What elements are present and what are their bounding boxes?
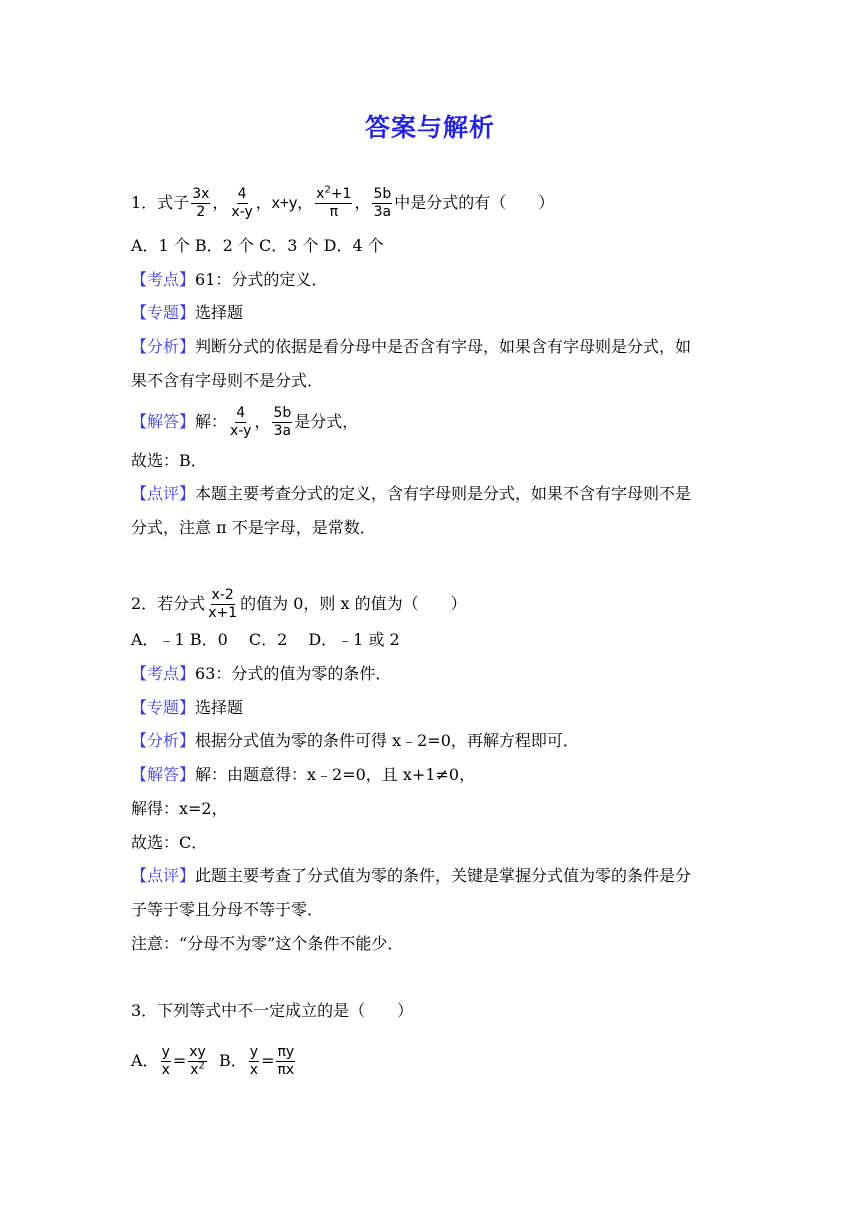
option-b-label: B．	[219, 1051, 247, 1070]
q1-jieda	[131, 405, 358, 440]
base: x	[190, 1062, 199, 1078]
zhuanti-tag: 【专题】	[131, 303, 196, 322]
q1-options: A．1 个 B．2 个 C．3 个 D．4 个	[131, 236, 384, 255]
q2-options: A．﹣1 B．0 C．2 D．﹣1 或 2	[131, 630, 400, 649]
fenxi-text: 根据分式值为零的条件可得 x﹣2=0，再解方程即可．	[195, 731, 579, 750]
q1-stem	[131, 186, 554, 221]
base: x	[316, 186, 325, 202]
zhuanti-tag: 【专题】	[131, 698, 196, 717]
equals-sign: =	[261, 1051, 275, 1070]
q1-dianping	[131, 484, 691, 504]
denominator: 3a	[273, 423, 292, 439]
denominator: 2	[196, 204, 206, 220]
q2-kaodian	[131, 664, 391, 684]
dianping-tag: 【点评】	[131, 866, 196, 885]
kaodian-text: 63：分式的值为零的条件．	[195, 664, 392, 683]
exponent: 2	[324, 184, 331, 196]
kaodian-tag: 【考点】	[131, 270, 196, 289]
equals-sign: =	[172, 1051, 187, 1070]
page-title: 答案与解析	[364, 113, 495, 142]
denominator	[189, 1062, 206, 1079]
comma: ，	[354, 193, 371, 212]
jieda-text: 解：由题意得：x﹣2=0，且 x+1≠0，	[195, 765, 476, 784]
comma: ，	[254, 412, 271, 431]
denominator: π	[329, 204, 339, 220]
q1-kaodian	[131, 270, 327, 290]
numerator: xy	[189, 1044, 206, 1060]
option-a-left-fraction	[161, 1044, 171, 1079]
denominator: x	[249, 1062, 259, 1078]
q1-zhuanti	[131, 303, 243, 323]
rest: +1	[330, 186, 352, 202]
q2-stem-suffix: 的值为 0，则 x 的值为（ ）	[240, 594, 467, 613]
q1-stem-mid: ，x+y，	[255, 195, 314, 212]
denominator: x	[161, 1062, 170, 1078]
denominator: x-y	[231, 204, 253, 220]
q2-dianping-cont: 子等于零且分母不等于零．	[131, 900, 324, 919]
jieda-prefix: 解：	[195, 412, 228, 431]
denominator: x+1	[208, 605, 238, 621]
dianping-text: 本题主要考查分式的定义，含有字母则是分式，如果不含有字母则不是	[195, 484, 692, 503]
numerator: y	[249, 1044, 259, 1060]
q2-dianping	[131, 866, 691, 886]
q3-stem: 3．下列等式中不一定成立的是（ ）	[131, 1001, 414, 1020]
denominator: πx	[277, 1062, 295, 1078]
q2-fenxi	[131, 731, 579, 751]
exponent: 2	[198, 1060, 205, 1072]
q1-fenxi-cont: 果不含有字母则不是分式．	[131, 371, 324, 390]
q1-fraction-1	[191, 186, 210, 221]
q1-fraction-3	[315, 186, 352, 221]
numerator: 5b	[373, 186, 392, 202]
q1-fraction-4	[372, 186, 392, 221]
numerator: 3x	[192, 186, 210, 202]
q2-stem-prefix: 2．若分式	[131, 594, 206, 613]
denominator: 3a	[373, 204, 392, 220]
q1-answer-fraction-2	[272, 405, 292, 440]
q1-stem-prefix: 1．式子	[131, 193, 190, 212]
option-b-left-fraction	[249, 1044, 259, 1079]
kaodian-text: 61：分式的定义．	[195, 270, 328, 289]
numerator: 4	[237, 186, 247, 202]
q1-answer-fraction-1	[229, 405, 252, 440]
comma: ，	[212, 193, 229, 212]
q2-stem	[131, 587, 467, 622]
q1-guxuan: 故选：B．	[131, 451, 207, 470]
option-a-right-fraction	[188, 1044, 207, 1079]
numerator: y	[161, 1044, 170, 1060]
fenxi-text: 判断分式的依据是看分母中是否含有字母，如果含有字母则是分式，如	[195, 337, 692, 356]
q2-zhuyi: 注意：“分母不为零”这个条件不能少．	[131, 934, 404, 953]
denominator: x-y	[230, 423, 252, 439]
dianping-tag: 【点评】	[131, 484, 196, 503]
fenxi-tag: 【分析】	[131, 731, 196, 750]
option-b-right-fraction	[276, 1044, 295, 1079]
numerator: πy	[277, 1044, 295, 1060]
zhuanti-text: 选择题	[195, 303, 244, 322]
numerator: 5b	[273, 405, 292, 421]
jieda-suffix: 是分式，	[294, 412, 359, 431]
q1-fenxi	[131, 337, 691, 357]
q2-zhuanti	[131, 698, 243, 718]
kaodian-tag: 【考点】	[131, 664, 196, 683]
numerator: x-2	[211, 587, 234, 603]
q2-fraction	[207, 587, 238, 622]
dianping-text: 此题主要考查了分式值为零的条件，关键是掌握分式值为零的条件是分	[195, 866, 692, 885]
numerator	[315, 186, 352, 204]
q3-options	[131, 1044, 297, 1079]
fenxi-tag: 【分析】	[131, 337, 196, 356]
q1-stem-suffix: 中是分式的有（ ）	[394, 193, 555, 212]
jieda-tag: 【解答】	[131, 412, 196, 431]
q1-fraction-2	[230, 186, 253, 221]
q1-dianping-cont: 分式，注意 π 不是字母，是常数．	[131, 518, 376, 537]
q2-jiede: 解得：x=2，	[131, 799, 228, 818]
option-a-label: A．	[131, 1051, 159, 1070]
numerator: 4	[236, 405, 246, 421]
q2-jieda	[131, 765, 475, 785]
zhuanti-text: 选择题	[195, 698, 244, 717]
q2-guxuan: 故选：C．	[131, 833, 208, 852]
jieda-tag: 【解答】	[131, 765, 196, 784]
